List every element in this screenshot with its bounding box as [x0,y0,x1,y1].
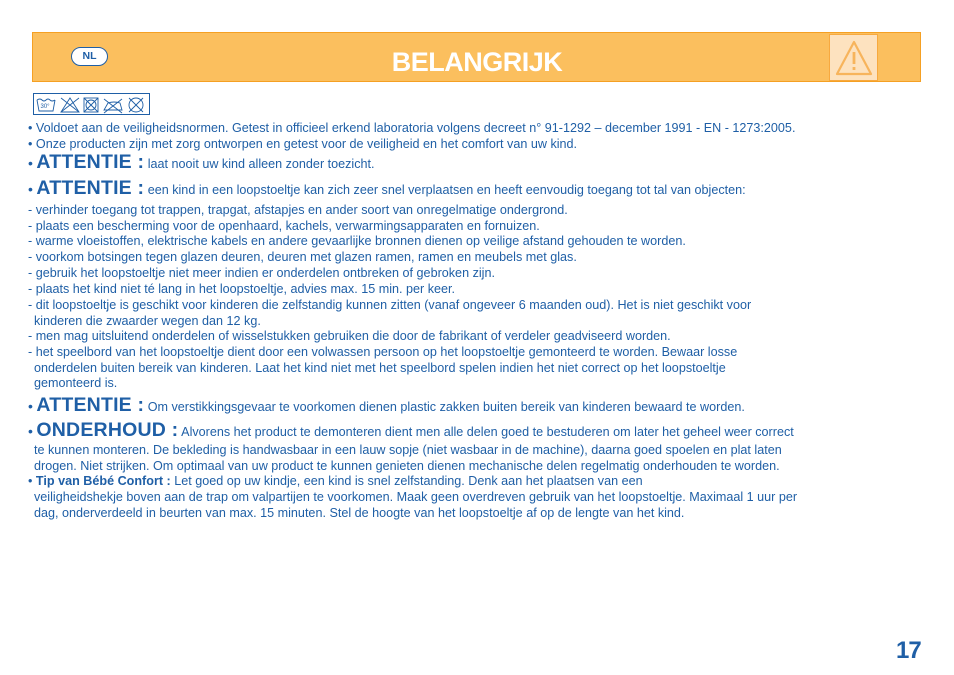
no-iron-icon [104,99,122,113]
list-item: - dit loopstoeltje is geschikt voor kinderen die zelfstandig kunnen zitten (vanaf ongeveer 6 maanden oud). Het is niet geschikt voor [28,298,752,312]
no-bleach-icon [61,98,79,112]
list-item: - men mag uitsluitend onderdelen of wisselstukken gebruiken die door de fabrikant of verdeler geadviseerd worden. [28,329,671,343]
onderhoud-line: te kunnen monteren. De bekleding is handwasbaar in een lauw sopje (niet wasbaar in de machine), daarna goed spoelen en plat laten [34,443,782,457]
page-number: 17 [896,637,921,664]
no-dry-clean-icon [129,98,143,112]
care-symbols [33,93,150,115]
list-item: - plaats het kind niet té lang in het loopstoeltje, advies max. 15 min. per keer. [28,282,456,296]
list-item: onderdelen buiten bereik van kinderen. Laat het kind niet met het speelbord spelen indien het niet correct op het loopstoeltje [34,361,726,375]
tip-heading: • Tip van Bébé Confort : Let goed op uw kindje, een kind is snel zelfstanding. Denk aan het plaatsen van een [28,474,643,488]
list-item: - plaats een bescherming voor de openhaard, kachels, verwarmingsapparaten en fornuizen. [28,218,540,233]
intro-line-1: • Voldoet aan de veiligheidsnormen. Getest in officieel erkend laboratoria volgens decreet n° 91-1292 – december 1991 - EN - 1273:2005. [28,121,796,135]
warning-triangle-icon [829,34,878,81]
attentie-3: • ATTENTIE : Om verstikkingsgevaar te voorkomen dienen plastic zakken buiten bereik van kinderen bewaard te worden. [28,394,745,416]
tip-line: veiligheidshekje boven aan de trap om valpartijen te voorkomen. Maak geen overdreven gebruik van het loopstoeltje. Maximaal 1 uur per [34,490,798,504]
attentie-2: • ATTENTIE : een kind in een loopstoeltje kan zich zeer snel verplaatsen en heeft eenvoudig toegang tot tal van objecten: [28,177,746,199]
intro-line-2: • Onze producten zijn met zorg ontworpen en getest voor de veiligheid en het comfort van uw kind. [28,137,578,151]
wash-30-icon [37,99,55,111]
svg-text:30°: 30° [40,104,50,110]
list-item: - verhinder toegang tot trappen, trapgat, afstapjes en ander soort van onregelmatige ondergrond. [28,203,568,217]
list-item: - gebruik het loopstoeltje niet meer indien er onderdelen ontbreken of gebroken zijn. [28,266,495,280]
language-badge: NL [71,47,108,66]
list-item: gemonteerd is. [34,376,118,390]
onderhoud-heading: • ONDERHOUD : Alvorens het product te demonteren dient men alle delen goed te bestuderen om later het geheel weer correct [28,419,794,441]
list-item: - warme vloeistoffen, elektrische kabels en andere gevaarlijke bronnen dienen op veilige afstand gehouden te worden. [28,234,686,248]
no-tumble-dry-icon [84,98,98,112]
page-title: BELANGRIJK [391,47,563,77]
onderhoud-line: drogen. Niet strijken. Om optimaal van uw product te kunnen genieten dienen mechanische delen regelmatig onderhouden te worden. [34,459,780,473]
list-item: - voorkom botsingen tegen glazen deuren, deuren met glazen ramen, ramen en meubels met glas. [28,250,577,264]
list-item: - het speelbord van het loopstoeltje dient door een volwassen persoon op het loopstoeltje gemonteerd te worden. Bewaar losse [28,345,738,359]
attentie-1: • ATTENTIE : laat nooit uw kind alleen zonder toezicht. [28,151,375,173]
tip-line: dag, onderverdeeld in beurten van max. 15 minuten. Stel de hoogte van het loopstoeltje af op de lengte van het kind. [34,506,685,520]
list-item: kinderen die zwaarder wegen dan 12 kg. [34,314,261,328]
